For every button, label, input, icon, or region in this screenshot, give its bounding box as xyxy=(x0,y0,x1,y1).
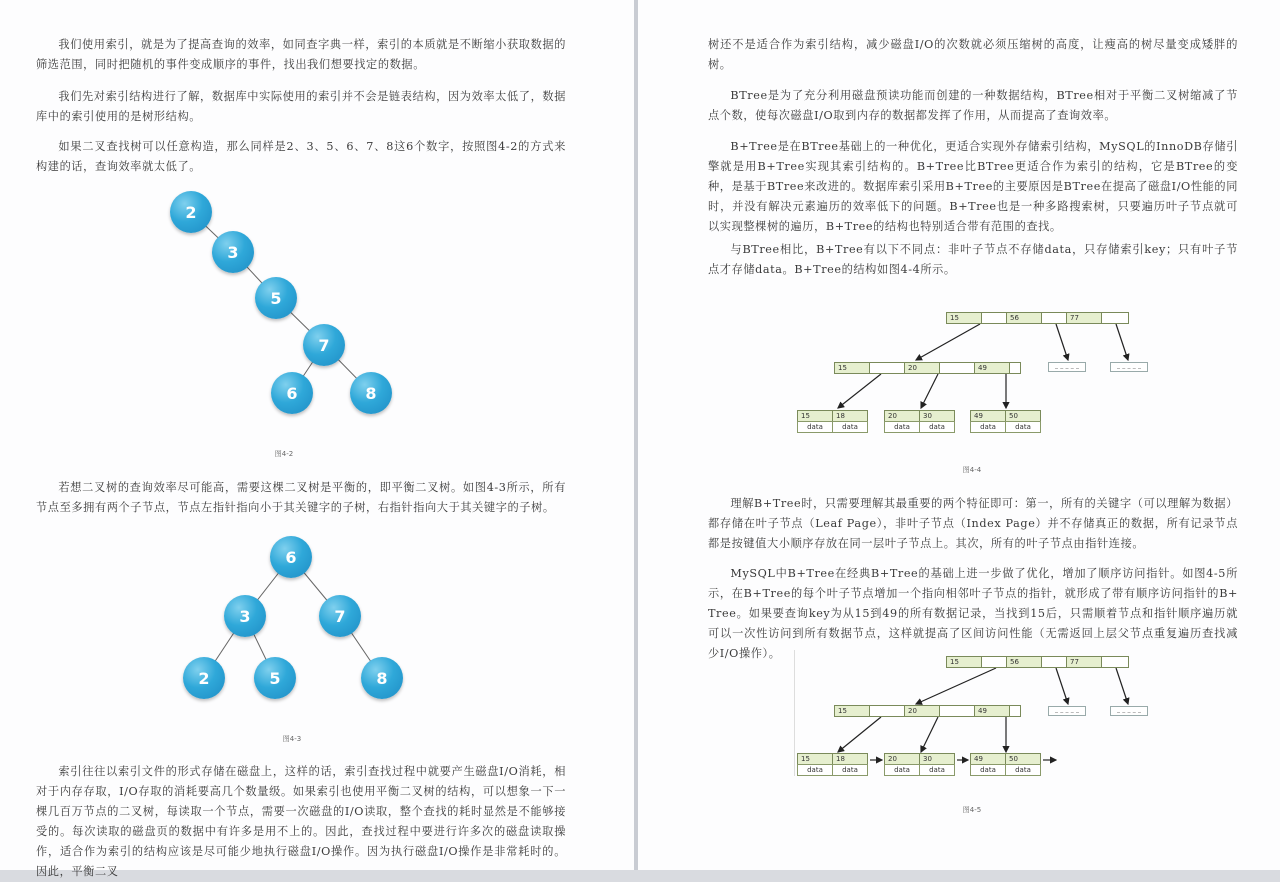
leaf-key: 18 xyxy=(832,753,868,765)
root-pointer xyxy=(981,656,1007,668)
tree1-node: 2 xyxy=(170,191,212,233)
leaf-key: 20 xyxy=(884,753,920,765)
leaf-key: 50 xyxy=(1005,410,1041,422)
paragraph-tree-structure: 我们先对索引结构进行了解，数据库中实际使用的索引并不会是链表结构，因为效率太低了，数据库中的索引使用的是树形结构。 xyxy=(36,90,566,123)
root-key: 77 xyxy=(1066,312,1102,324)
mid-key: 49 xyxy=(974,362,1010,374)
root-key: 56 xyxy=(1006,312,1042,324)
root-key: 15 xyxy=(946,656,982,668)
leaf-data: data xyxy=(1005,764,1041,776)
leaf-data: data xyxy=(832,764,868,776)
figure-caption: 图4-4 xyxy=(962,466,982,474)
leaf-data: data xyxy=(1005,421,1041,433)
figure-caption: 图4-2 xyxy=(274,450,294,458)
paragraph-bplustree-diff: 与BTree相比，B+Tree有以下不同点：非叶子节点不存储data，只存储索引key；只有叶子节点才存储data。B+Tree的结构如图4-4所示。 xyxy=(708,243,1238,276)
leaf-data: data xyxy=(884,421,920,433)
leaf-key: 18 xyxy=(832,410,868,422)
mid-pointer xyxy=(1009,705,1021,717)
mid-pointer xyxy=(939,705,975,717)
tree2-node: 7 xyxy=(319,595,361,637)
leaf-data: data xyxy=(832,421,868,433)
leaf-data: data xyxy=(797,421,833,433)
mid-key: 49 xyxy=(974,705,1010,717)
paragraph-balanced-tree: 若想二叉树的查询效率尽可能高，需要这棵二叉树是平衡的，即平衡二叉树。如图4-3所示，所有节点至多拥有两个子节点，节点左指针指向小于其关键字的子树，右指针指向大于其关键字的子树。 xyxy=(36,481,566,514)
paragraph-mysql-bplustree: MySQL中B+Tree在经典B+Tree的基础上进一步做了优化，增加了顺序访问指针。如图4-5所示，在B+Tree的每个叶子节点增加一个指向相邻叶子节点的指针，就形成了带有顺序访问指针的B+Tree。如果要查询key为从15到49的所有数据记录，当找到15后，只需顺着节点和指针顺序遍历就可以一次性访问到所有数据节点，这样就提高了区间访问性能（无需返回上层父节点重复遍历查找减少I/O操作）。 xyxy=(708,567,1238,660)
tree2-node: 2 xyxy=(183,657,225,699)
paragraph-bst-construction: 如果二叉查找树可以任意构造，那么同样是2、3、5、6、7、8这6个数字，按照图4-2的方式来构建的话，查询效率就太低了。 xyxy=(36,140,566,173)
root-key: 15 xyxy=(946,312,982,324)
root-key: 56 xyxy=(1006,656,1042,668)
tree2-edges xyxy=(0,0,634,870)
leaf-key: 49 xyxy=(970,753,1006,765)
leaf-key: 50 xyxy=(1005,753,1041,765)
paragraph-bplustree-features: 理解B+Tree时，只需要理解其最重要的两个特征即可：第一，所有的关键字（可以理解为数据）都存储在叶子节点（Leaf Page），非叶子节点（Index Page）并不存储真正的数据，所有记录节点都是按键值大小顺序存放在同一层叶子节点上。其次，所有的叶子节点由指针连接。 xyxy=(708,497,1238,550)
leaf-key: 20 xyxy=(884,410,920,422)
figure-caption: 图4-5 xyxy=(962,806,982,814)
placeholder-node xyxy=(1110,706,1148,716)
mid-key: 15 xyxy=(834,362,870,374)
tree2-node: 8 xyxy=(361,657,403,699)
paragraph-bplustree: B+Tree是在BTree基础上的一种优化，更适合实现外存储索引结构，MySQL的InnoDB存储引擎就是用B+Tree实现其索引结构的。B+Tree比BTree更适合作为索引的结构，它是BTree的变种，是基于BTree来改进的。数据库索引采用B+Tree的主要原因是BTree在提高了磁盘I/O性能的同时，并没有解决元素遍历的效率低下的问题。B+Tree也是一种多路搜索树，只要遍历叶子节点就可以实现整棵树的遍历，B+Tree的结构也特别适合带有范围的查找。 xyxy=(708,140,1238,233)
mid-key: 15 xyxy=(834,705,870,717)
left-page xyxy=(0,0,634,878)
tree1-node: 7 xyxy=(303,324,345,366)
tree1-node: 3 xyxy=(212,231,254,273)
root-key: 77 xyxy=(1066,656,1102,668)
placeholder-node xyxy=(1048,706,1086,716)
leaf-key: 49 xyxy=(970,410,1006,422)
mid-key: 20 xyxy=(904,705,940,717)
paragraph-disk-io: 索引往往以索引文件的形式存储在磁盘上，这样的话，索引查找过程中就要产生磁盘I/O消耗，相对于内存存取，I/O存取的消耗要高几个数量级。如果索引也使用平衡二叉树的结构，可以想象一下一棵几百万节点的二叉树，每读取一个节点，需要一次磁盘的I/O读取，整个查找的耗时显然是不能够接受的。每次读取的磁盘页的数据中有许多是用不上的。因此，查找过程中要进行许多次的磁盘读取操作，适合作为索引的结构应该是尽可能少地执行磁盘I/O操作。因为执行磁盘I/O操作是非常耗时的。因此，平衡二叉 xyxy=(36,765,566,878)
tree1-node: 8 xyxy=(350,372,392,414)
root-pointer xyxy=(1041,656,1067,668)
leaf-key: 15 xyxy=(797,410,833,422)
mid-pointer xyxy=(869,705,905,717)
leaf-data: data xyxy=(919,421,955,433)
tree2-node: 3 xyxy=(224,595,266,637)
leaf-data: data xyxy=(970,764,1006,776)
mid-key: 20 xyxy=(904,362,940,374)
leaf-key: 30 xyxy=(919,753,955,765)
paragraph-tree-height: 树还不是适合作为索引结构，减少磁盘I/O的次数就必须压缩树的高度，让瘦高的树尽量变成矮胖的树。 xyxy=(708,38,1238,71)
paragraph-index-intro: 我们使用索引，就是为了提高查询的效率，如同查字典一样，索引的本质就是不断缩小获取数据的筛选范围，同时把随机的事件变成顺序的事件，找出我们想要找定的数据。 xyxy=(36,38,566,71)
leaf-key: 30 xyxy=(919,410,955,422)
leaf-data: data xyxy=(884,764,920,776)
leaf-data: data xyxy=(797,764,833,776)
tree2-node: 6 xyxy=(270,536,312,578)
paragraph-btree: BTree是为了充分利用磁盘预读功能而创建的一种数据结构，BTree相对于平衡二叉树缩减了节点个数，使每次磁盘I/O取到内存的数据都发挥了作用，从而提高了查询效率。 xyxy=(708,89,1238,122)
tree1-node: 6 xyxy=(271,372,313,414)
leaf-data: data xyxy=(919,764,955,776)
tree2-node: 5 xyxy=(254,657,296,699)
diagram2-edges xyxy=(638,0,1280,870)
right-page xyxy=(638,0,1280,870)
leaf-key: 15 xyxy=(797,753,833,765)
figure-caption: 图4-3 xyxy=(282,735,302,743)
leaf-data: data xyxy=(970,421,1006,433)
tree1-node: 5 xyxy=(255,277,297,319)
root-pointer xyxy=(1101,656,1129,668)
